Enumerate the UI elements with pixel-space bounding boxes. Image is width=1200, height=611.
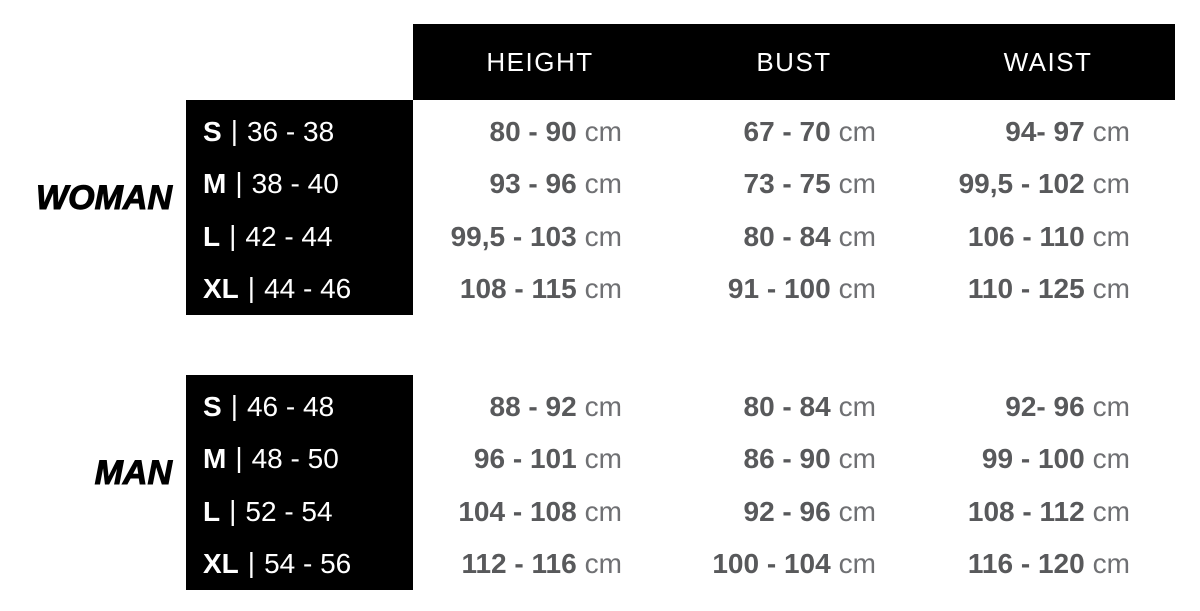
measurement-cell-man-s-bust bbox=[667, 381, 921, 433]
size-range: 36 - 38 bbox=[246, 116, 335, 148]
measurement-value: 108 - 112 bbox=[967, 495, 1085, 527]
measurement-value: 73 - 75 bbox=[743, 168, 831, 200]
measurement-value: 104 - 108 bbox=[458, 495, 577, 527]
size-cell-man-xl bbox=[186, 538, 413, 590]
unit-label: cm bbox=[584, 116, 622, 148]
size-separator: | bbox=[235, 167, 243, 199]
unit-label: cm bbox=[838, 495, 876, 527]
unit-label: cm bbox=[838, 443, 876, 475]
size-separator: | bbox=[235, 442, 243, 474]
unit-label: cm bbox=[584, 168, 622, 200]
measurement-cell-woman-m-height bbox=[413, 158, 667, 210]
measurement-cell-man-l-bust bbox=[667, 486, 921, 538]
measurement-value: 93 - 96 bbox=[489, 168, 577, 200]
measurement-cell-man-m-waist bbox=[921, 433, 1175, 485]
size-separator: | bbox=[247, 271, 256, 303]
size-cell-woman-s bbox=[186, 106, 413, 158]
section-label-man bbox=[0, 375, 172, 590]
measurement-cell-man-s-height bbox=[413, 381, 667, 433]
size-letter: L bbox=[203, 220, 221, 252]
size-range: 42 - 44 bbox=[245, 220, 333, 252]
unit-label: cm bbox=[838, 547, 876, 579]
measurement-value: 80 - 84 bbox=[743, 220, 831, 252]
table-header bbox=[413, 24, 1175, 100]
unit-label: cm bbox=[1092, 220, 1130, 252]
unit-label: cm bbox=[838, 220, 876, 252]
size-separator: | bbox=[229, 494, 237, 526]
size-cell-woman-m bbox=[186, 158, 413, 210]
measurement-cell-man-xl-waist bbox=[921, 538, 1175, 590]
size-separator: | bbox=[230, 115, 238, 147]
measurement-value: 80 - 90 bbox=[489, 116, 577, 148]
unit-label: cm bbox=[838, 391, 876, 423]
measurement-value: 100 - 104 bbox=[712, 547, 831, 579]
unit-label: cm bbox=[584, 495, 622, 527]
size-letter: S bbox=[203, 116, 222, 148]
measurements-woman bbox=[413, 100, 1175, 315]
measurement-value: 86 - 90 bbox=[743, 443, 831, 475]
measurement-cell-woman-l-waist bbox=[921, 211, 1175, 263]
measurement-value: 116 - 120 bbox=[967, 547, 1085, 579]
measurement-value: 80 - 84 bbox=[743, 391, 831, 423]
measurement-value: 108 - 115 bbox=[459, 272, 577, 304]
size-range: 54 - 56 bbox=[264, 547, 352, 579]
size-cell-woman-l bbox=[186, 211, 413, 263]
measurement-cell-woman-s-bust bbox=[667, 106, 921, 158]
measurement-value: 99,5 - 102 bbox=[958, 168, 1085, 200]
measurement-value: 91 - 100 bbox=[727, 272, 831, 304]
measurement-cell-man-m-height bbox=[413, 433, 667, 485]
column-header-waist: WAIST bbox=[1003, 46, 1093, 77]
size-range: 38 - 40 bbox=[251, 168, 339, 200]
unit-label: cm bbox=[838, 116, 876, 148]
column-header-bust: BUST bbox=[756, 46, 832, 77]
measurement-cell-man-l-height bbox=[413, 486, 667, 538]
measurement-value: 96 - 101 bbox=[473, 443, 577, 475]
size-separator: | bbox=[247, 546, 256, 578]
measurements-man bbox=[413, 375, 1175, 590]
size-range: 46 - 48 bbox=[246, 391, 335, 423]
section-label-man-text: MAN bbox=[94, 454, 172, 492]
measurement-cell-man-l-waist bbox=[921, 486, 1175, 538]
measurement-cell-man-m-bust bbox=[667, 433, 921, 485]
measurement-cell-woman-s-height bbox=[413, 106, 667, 158]
size-range: 44 - 46 bbox=[264, 272, 352, 304]
measurement-cell-woman-m-bust bbox=[667, 158, 921, 210]
section-label-woman bbox=[0, 100, 172, 315]
measurement-cell-woman-m-waist bbox=[921, 158, 1175, 210]
unit-label: cm bbox=[584, 443, 622, 475]
measurement-value: 94- 97 bbox=[1005, 116, 1085, 148]
size-cell-man-m bbox=[186, 433, 413, 485]
measurement-cell-man-xl-height bbox=[413, 538, 667, 590]
size-cell-man-s bbox=[186, 381, 413, 433]
measurement-value: 99 - 100 bbox=[981, 443, 1085, 475]
unit-label: cm bbox=[838, 168, 876, 200]
measurement-cell-woman-s-waist bbox=[921, 106, 1175, 158]
measurement-cell-man-xl-bust bbox=[667, 538, 921, 590]
unit-label: cm bbox=[584, 272, 622, 304]
size-range: 48 - 50 bbox=[251, 443, 339, 475]
measurement-value: 92- 96 bbox=[1005, 391, 1085, 423]
size-column-man bbox=[186, 375, 413, 590]
unit-label: cm bbox=[838, 272, 876, 304]
measurement-value: 112 - 116 bbox=[461, 547, 577, 579]
column-header-height: HEIGHT bbox=[486, 46, 594, 77]
size-letter: L bbox=[203, 495, 221, 527]
measurement-cell-woman-l-bust bbox=[667, 211, 921, 263]
unit-label: cm bbox=[1092, 116, 1130, 148]
size-cell-woman-xl bbox=[186, 263, 413, 315]
measurement-value: 88 - 92 bbox=[489, 391, 577, 423]
measurement-cell-woman-xl-bust bbox=[667, 263, 921, 315]
size-letter: M bbox=[203, 168, 227, 200]
size-letter: XL bbox=[203, 272, 239, 304]
measurement-cell-woman-xl-height bbox=[413, 263, 667, 315]
measurement-value: 67 - 70 bbox=[743, 116, 831, 148]
size-range: 52 - 54 bbox=[245, 495, 333, 527]
unit-label: cm bbox=[1092, 443, 1130, 475]
unit-label: cm bbox=[1092, 495, 1130, 527]
measurement-cell-woman-l-height bbox=[413, 211, 667, 263]
measurement-cell-man-s-waist bbox=[921, 381, 1175, 433]
measurement-value: 92 - 96 bbox=[743, 495, 831, 527]
size-column-woman bbox=[186, 100, 413, 315]
unit-label: cm bbox=[1092, 547, 1130, 579]
size-separator: | bbox=[229, 219, 237, 251]
unit-label: cm bbox=[584, 391, 622, 423]
measurement-value: 106 - 110 bbox=[967, 220, 1085, 252]
measurement-cell-woman-xl-waist bbox=[921, 263, 1175, 315]
unit-label: cm bbox=[1092, 391, 1130, 423]
section-label-woman-text: WOMAN bbox=[36, 179, 172, 217]
size-separator: | bbox=[230, 390, 238, 422]
measurement-value: 110 - 125 bbox=[967, 272, 1085, 304]
size-letter: XL bbox=[203, 547, 239, 579]
unit-label: cm bbox=[584, 547, 622, 579]
size-letter: M bbox=[203, 443, 227, 475]
unit-label: cm bbox=[1092, 168, 1130, 200]
size-letter: S bbox=[203, 391, 222, 423]
unit-label: cm bbox=[584, 220, 622, 252]
unit-label: cm bbox=[1092, 272, 1130, 304]
size-cell-man-l bbox=[186, 486, 413, 538]
measurement-value: 99,5 - 103 bbox=[450, 220, 577, 252]
